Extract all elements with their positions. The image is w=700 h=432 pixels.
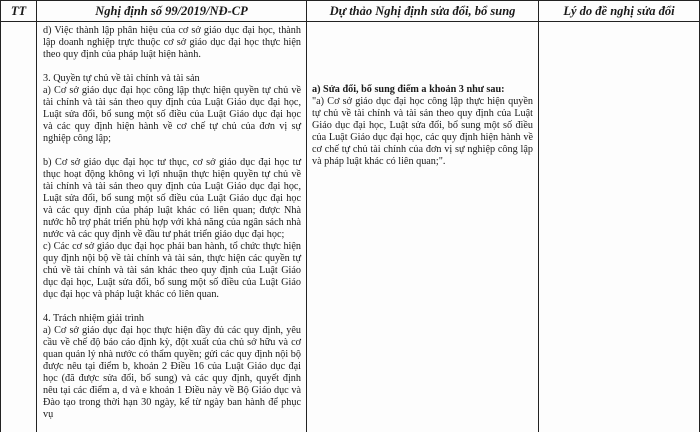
amendment-title: a) Sửa đổi, bổ sung điểm a khoản 3 như sau: bbox=[312, 84, 505, 95]
old-para-d: d) Việc thành lập phân hiệu của cơ sở giáo dục đại học, thành lập doanh nghiệp trực thuộc cơ sở giáo dục đại học thực hiện theo quy định của pháp luật hiện hành. bbox=[43, 25, 301, 60]
section4-title: 4. Trách nhiệm giải trình bbox=[43, 313, 145, 324]
content-row bbox=[1, 22, 700, 432]
tt-cell bbox=[1, 22, 37, 432]
section3-point-c: c) Các cơ sở giáo dục đại học phải ban hành, tổ chức thực hiện quy định nội bộ về tài chính và tài sản, thực hiện các quyền tự chủ về tài chính và tài sản khác theo quy định của Luật Giáo dục đại học, Luật sửa đổi, bổ sung một số điều của Luật Giáo dục đại học và pháp luật khác có liên quan. bbox=[43, 241, 301, 300]
header-draft-decree: Dự thảo Nghị định sửa đổi, bổ sung bbox=[307, 1, 539, 22]
amendment-text: "a) Cơ sở giáo dục đại học công lập thực hiện quyền tự chủ về tài chính và tài sản theo quy định của Luật Giáo dục đại học, Luật sửa đổi, bổ sung một số điều của Luật Giáo dục đại học, các quy định hiện hành về cơ chế tự chủ tài chính của đơn vị sự nghiệp công lập và pháp luật khác có liên quan;". bbox=[312, 96, 533, 167]
header-reason: Lý do đề nghị sửa đổi bbox=[539, 1, 700, 22]
old-decree-cell bbox=[37, 22, 307, 432]
header-tt: TT bbox=[1, 1, 37, 22]
section4-point-a: a) Cơ sở giáo dục đại học thực hiện đầy đủ các quy định, yêu cầu về chế độ báo cáo định kỳ, đột xuất của chủ sở hữu và cơ quan quản lý nhà nước có thẩm quyền; gửi các quy định nội bộ được nêu tại điểm b, khoản 2 Điều 16 của Luật Giáo dục đại học (đã được sửa đổi, bổ sung) và các quy định, quyết định nêu tại các điểm a, d và e khoản 1 Điều này về Bộ Giáo dục và Đào tạo trong thời hạn 30 ngày, kể từ ngày ban hành để phục vụ bbox=[43, 325, 301, 420]
section3-point-a: a) Cơ sở giáo dục đại học công lập thực hiện quyền tự chủ về tài chính và tài sản theo quy định của Luật Giáo dục đại học, Luật sửa đổi, bổ sung một số điều của Luật Giáo dục đại học và các quy định hiện hành về cơ chế tự chủ của đơn vị sự nghiệp công lập; bbox=[43, 85, 301, 144]
section3-title: 3. Quyền tự chủ về tài chính và tài sản bbox=[43, 73, 200, 84]
draft-decree-cell bbox=[307, 22, 539, 432]
header-old-decree: Nghị định số 99/2019/NĐ-CP bbox=[37, 1, 307, 22]
header-row bbox=[1, 1, 700, 22]
reason-cell bbox=[539, 22, 700, 432]
section3-point-b: b) Cơ sở giáo dục đại học tư thục, cơ sở giáo dục đại học tư thục hoạt động không vì lợi nhuận thực hiện quyền tự chủ về tài chính và tài sản theo quy định của Luật Giáo dục đại học, Luật sửa đổi, bổ sung một số điều của Luật Giáo dục đại học và các quy định của pháp luật khác có liên quan; được Nhà nước hỗ trợ phát triển phù hợp với khả năng của ngân sách nhà nước và các quy định về đầu tư phát triển giáo dục đại học; bbox=[43, 157, 301, 240]
